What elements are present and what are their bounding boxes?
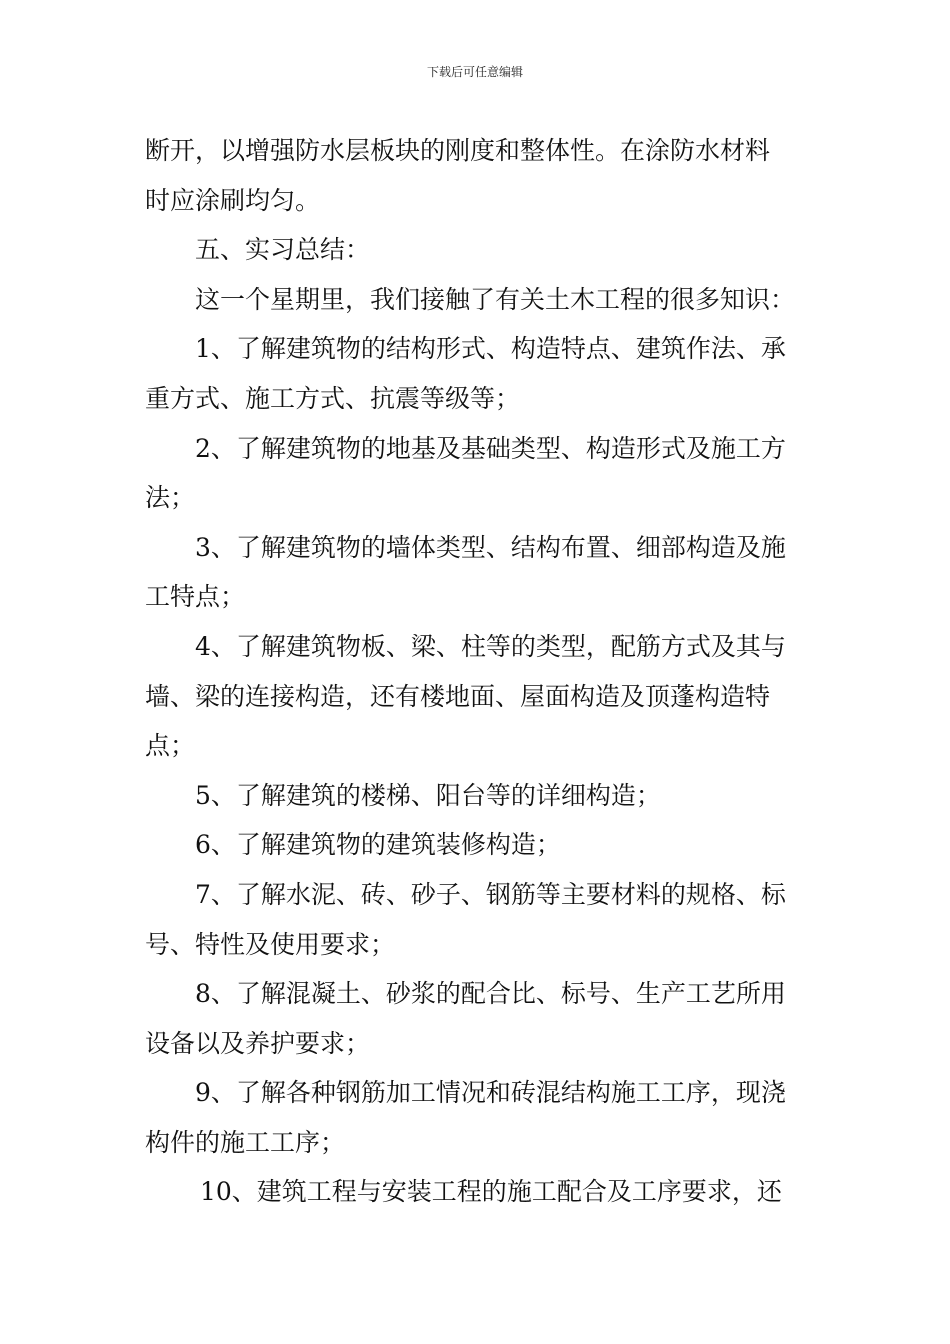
list-item: 8、了解混凝土、砂浆的配合比、标号、生产工艺所用	[195, 979, 786, 1009]
text-line: 点；	[145, 731, 196, 761]
list-item: 2、了解建筑物的地基及基础类型、构造形式及施工方	[195, 433, 786, 463]
page-header: 下载后可任意编辑	[426, 65, 523, 79]
text-line: 号、特性及使用要求；	[145, 929, 396, 959]
list-item: 5、了解建筑的楼梯、阳台等的详细构造；	[195, 780, 661, 810]
list-item: 4、了解建筑物板、梁、柱等的类型，配筋方式及其与	[195, 631, 786, 661]
list-item: 7、了解水泥、砖、砂子、钢筋等主要材料的规格、标	[195, 879, 786, 909]
text-line: 这一个星期里，我们接触了有关土木工程的很多知识：	[195, 284, 796, 314]
document-body	[145, 126, 810, 1217]
text-line: 重方式、施工方式、抗震等级等；	[145, 383, 521, 413]
list-item: 3、了解建筑物的墙体类型、结构布置、细部构造及施	[195, 532, 786, 562]
list-item: 1、了解建筑物的结构形式、构造特点、建筑作法、承	[195, 334, 786, 364]
text-line: 工特点；	[145, 582, 246, 612]
section-heading: 五、实习总结：	[195, 235, 371, 265]
text-line: 墙、梁的连接构造，还有楼地面、屋面构造及顶蓬构造特	[145, 681, 771, 711]
text-line: 构件的施工工序；	[145, 1127, 346, 1157]
list-item: 9、了解各种钢筋加工情况和砖混结构施工工序，现浇	[195, 1078, 786, 1108]
text-line: 法；	[145, 483, 196, 513]
text-line: 断开，以增强防水层板块的刚度和整体性。在涂防水材料	[145, 136, 771, 165]
text-line: 时应涂刷均匀。	[145, 185, 321, 215]
list-item: 6、了解建筑物的建筑装修构造；	[195, 830, 561, 860]
list-item: 10、建筑工程与安装工程的施工配合及工序要求，还	[200, 1177, 782, 1207]
text-line: 设备以及养护要求；	[145, 1028, 371, 1058]
